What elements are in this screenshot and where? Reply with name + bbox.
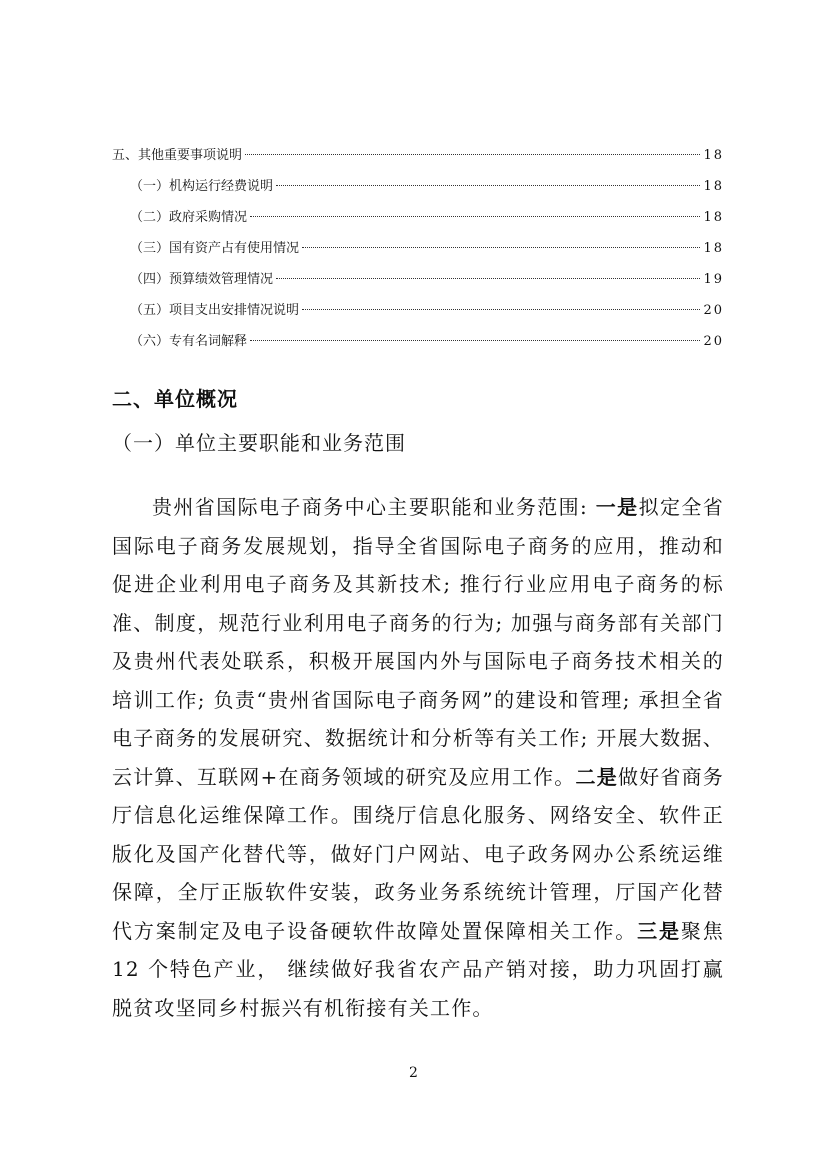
toc-entry[interactable] xyxy=(112,140,724,171)
toc-entry[interactable] xyxy=(112,264,724,295)
toc-entry-page: 18 xyxy=(703,148,724,163)
toc-entry-page: 19 xyxy=(703,272,724,287)
toc-entry-page: 18 xyxy=(703,210,724,225)
toc-entry[interactable] xyxy=(112,233,724,264)
table-of-contents xyxy=(112,140,724,357)
paragraph-intro: 贵州省国际电子商务中心主要职能和业务范围: xyxy=(152,495,596,519)
toc-entry[interactable] xyxy=(112,326,724,357)
toc-leader-dots xyxy=(302,247,700,248)
item-text-3: 聚焦 12 个特色产业， 继续做好我省农产品产销对接，助力巩固打赢脱贫攻坚同乡村振兴有机衔接有关工作。 xyxy=(112,918,724,1020)
toc-leader-dots xyxy=(250,216,700,217)
toc-entry-label: （二）政府采购情况 xyxy=(130,210,248,225)
toc-entry-page: 20 xyxy=(703,334,724,349)
toc-leader-dots xyxy=(250,340,700,341)
toc-entry-label: 五、其他重要事项说明 xyxy=(112,148,243,163)
toc-leader-dots xyxy=(276,278,700,279)
item-marker-2: 二是 xyxy=(575,764,618,789)
toc-entry-page: 18 xyxy=(703,241,724,256)
toc-entry-label: （六）专有名词解释 xyxy=(130,334,248,349)
toc-entry-label: （四）预算绩效管理情况 xyxy=(130,272,274,287)
section-heading: 二、单位概况 xyxy=(112,387,238,411)
section-subheading: （一）单位主要职能和业务范围 xyxy=(112,431,406,455)
page-number: 2 xyxy=(409,1065,418,1081)
toc-entry-label: （三）国有资产占有使用情况 xyxy=(130,241,300,256)
toc-entry-page: 18 xyxy=(703,179,724,194)
toc-leader-dots xyxy=(245,154,700,155)
body-paragraph xyxy=(112,488,724,1027)
item-text-2: 做好省商务厅信息化运维保障工作。围绕厅信息化服务、网络安全、软件正版化及国产化替代等，做好门户网站、电子政务网办公系统运维保障，全厅正版软件安装，政务业务系统统计管理，厅国产化替代方案制定及电子设备硬软件故障处置保障相关工作。 xyxy=(112,764,724,943)
toc-leader-dots xyxy=(276,185,700,186)
item-text-1: 拟定全省国际电子商务发展规划，指导全省国际电子商务的应用，推动和促进企业利用电子商务及其新技术; 推行行业应用电子商务的标准、制度，规范行业利用电子商务的行为; 加强与商务部有关部门及贵州代表处联系，积极开展国内外与国际电子商务技术相关的培训工作; 负责“贵州省国际电子商务网”的建设和管理; 承担全省电子商务的发展研究、数据统计和分析等有关工作; 开展大数据、云计算、互联网+在商务领域的研究及应用工作。 xyxy=(112,495,724,789)
item-marker-1: 一是 xyxy=(595,495,639,519)
toc-entry[interactable] xyxy=(112,171,724,202)
toc-entry-label: （五）项目支出安排情况说明 xyxy=(130,303,300,318)
toc-leader-dots xyxy=(302,309,700,310)
toc-entry[interactable] xyxy=(112,295,724,326)
toc-entry-page: 20 xyxy=(703,303,724,318)
item-marker-3: 三是 xyxy=(637,918,681,943)
toc-entry-label: （一）机构运行经费说明 xyxy=(130,179,274,194)
toc-entry[interactable] xyxy=(112,202,724,233)
